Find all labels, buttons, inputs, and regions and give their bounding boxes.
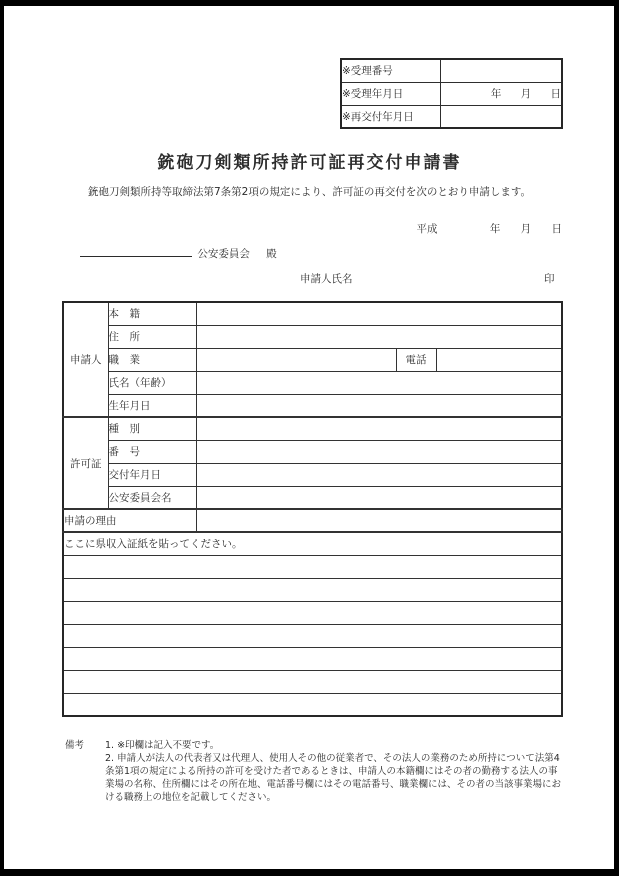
blank-row-cell <box>63 555 562 578</box>
table-row <box>63 371 562 394</box>
stamp-blank-row <box>63 601 562 624</box>
stamp-blank-row <box>63 647 562 670</box>
office-use-box <box>340 58 563 129</box>
field-value-occupation <box>196 348 396 371</box>
field-label-issue-date: 交付年月日 <box>108 463 196 486</box>
field-value-commission-name <box>196 486 562 509</box>
stamp-blank-row <box>63 624 562 647</box>
table-row <box>63 325 562 348</box>
field-value-address <box>196 325 562 348</box>
public-safety-commission-label: 公安委員会 <box>197 248 250 260</box>
applicant-group-label: 申請人 <box>63 302 108 417</box>
permit-group-label: 許可証 <box>63 417 108 509</box>
receipt-date-label: ※受理年月日 <box>341 82 440 105</box>
table-row <box>341 105 562 128</box>
field-label-name-age: 氏名（年齢） <box>108 371 196 394</box>
notes-body <box>105 739 562 804</box>
applicant-name-line <box>0 271 619 286</box>
month-unit-label: 月 <box>520 223 532 235</box>
note-item-1: 1. ※印欄は記入不要です。 <box>105 740 220 751</box>
note-item-2: 2. 申請人が法人の代表者又は代理人、使用人その他の従業者で、その法人の業務のため所持について法第4条第1項の規定による所持の許可を受けた者であるときは、申請人の本籍欄にはその者の勤務する法人の事業場の名称、住所欄にはその所在地、電話番号欄にはその電話番号、職業欄には、その者の当該事業場における職務上の地位を記載してください。 <box>105 753 562 803</box>
field-label-birthdate: 生年月日 <box>108 394 196 417</box>
table-row <box>63 486 562 509</box>
receipt-number-value <box>440 59 562 82</box>
month-unit-label: 月 <box>520 88 532 100</box>
reissue-date-value <box>440 105 562 128</box>
stamp-blank-row <box>63 578 562 601</box>
field-label-commission-name: 公安委員会名 <box>108 486 196 509</box>
year-unit-label: 年 <box>489 223 501 235</box>
field-label-occupation: 職 業 <box>108 348 196 371</box>
field-label-domicile: 本 籍 <box>108 302 196 325</box>
field-value-name-age <box>196 371 562 394</box>
stamp-blank-row <box>63 555 562 578</box>
prefecture-blank-underline <box>80 245 192 257</box>
reissue-date-label: ※再交付年月日 <box>341 105 440 128</box>
table-row <box>63 509 562 532</box>
field-value-phone <box>436 348 562 371</box>
blank-row-cell <box>63 601 562 624</box>
form-title: 銃砲刀剣類所持許可証再交付申請書 <box>157 153 462 173</box>
field-value-permit-type <box>196 417 562 440</box>
blank-row-cell <box>63 693 562 716</box>
receipt-date-value <box>440 82 562 105</box>
era-label: 平成 <box>416 223 438 235</box>
blank-row-cell <box>63 647 562 670</box>
stamp-blank-row <box>63 693 562 716</box>
addressee-line <box>80 245 277 260</box>
notes-label: 備考 <box>65 740 85 751</box>
stamp-blank-row <box>63 670 562 693</box>
seal-mark-label: 印 <box>544 273 555 285</box>
day-unit-label: 日 <box>551 223 562 235</box>
field-value-issue-date <box>196 463 562 486</box>
table-row <box>63 440 562 463</box>
receipt-number-label: ※受理番号 <box>341 59 440 82</box>
application-details-table <box>62 301 563 717</box>
field-label-permit-number: 番 号 <box>108 440 196 463</box>
table-row <box>63 394 562 417</box>
year-unit-label: 年 <box>490 88 502 100</box>
table-row <box>341 59 562 82</box>
field-label-permit-type: 種 別 <box>108 417 196 440</box>
blank-row-cell <box>63 624 562 647</box>
honorific-label: 殿 <box>266 248 277 260</box>
field-label-reason: 申請の理由 <box>63 509 196 532</box>
field-value-reason <box>196 509 562 532</box>
field-value-domicile <box>196 302 562 325</box>
table-row <box>341 82 562 105</box>
table-row <box>63 348 562 371</box>
table-row <box>63 463 562 486</box>
field-label-address: 住 所 <box>108 325 196 348</box>
application-date-line <box>416 221 562 236</box>
form-subtitle: 銃砲刀剣類所持等取締法第7条第2項の規定により、許可証の再交付を次のとおり申請します。 <box>87 186 532 198</box>
field-label-phone: 電話 <box>396 348 436 371</box>
notes-section <box>65 739 562 804</box>
applicant-name-label: 申請人氏名 <box>300 273 353 285</box>
field-value-permit-number <box>196 440 562 463</box>
table-row <box>63 417 562 440</box>
field-value-birthdate <box>196 394 562 417</box>
table-row <box>63 532 562 555</box>
blank-row-cell <box>63 578 562 601</box>
revenue-stamp-instruction: ここに県収入証紙を貼ってください。 <box>63 532 562 555</box>
day-unit-label: 日 <box>550 88 561 100</box>
table-row <box>63 302 562 325</box>
blank-row-cell <box>63 670 562 693</box>
